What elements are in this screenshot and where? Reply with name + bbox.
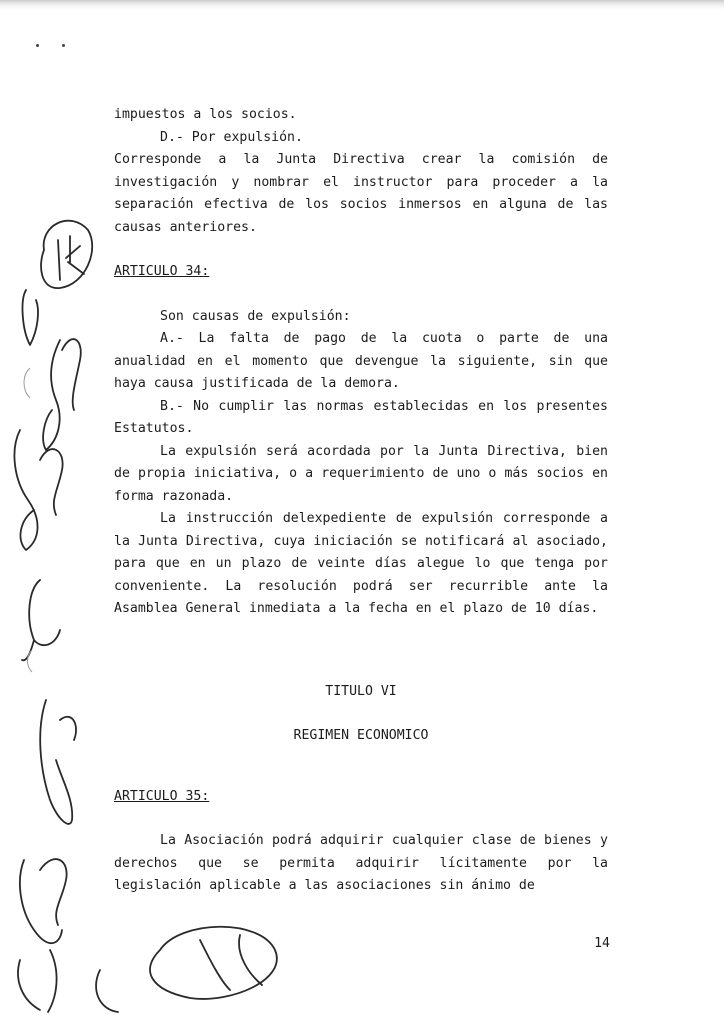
- signature-loop-1: [23, 290, 38, 345]
- signature-long-1: [43, 339, 81, 450]
- signature-large-2: [14, 430, 62, 550]
- paragraph: impuestos a los socios.: [114, 107, 297, 122]
- signature-bottom-oval: [150, 927, 277, 999]
- signature-kt: [41, 221, 92, 288]
- clause-b: B.- No cumplir las normas establecidas en los presentes Estatutos.: [114, 398, 608, 436]
- paragraph: Son causas de expulsión:: [160, 308, 351, 324]
- document-body: [114, 104, 608, 898]
- page-number: 14: [594, 936, 610, 951]
- paragraph: La expulsión será acordada por la Junta Directiva, bien de propia iniciativa, o a requerimiento de uno o más socios en forma razonada.: [114, 443, 608, 504]
- signature-bottom-loop: [96, 970, 118, 1012]
- signature-bottom-2: [18, 950, 57, 1012]
- margin-arc-1: [24, 368, 30, 398]
- section-heading: REGIMEN ECONOMICO: [293, 728, 429, 743]
- clause-a: A.- La falta de pago de la cuota o parte de una anualidad en el momento que devengue la siguiente, sin que haya causa justificada de la demora.: [114, 331, 608, 391]
- margin-arc-2: [28, 650, 33, 672]
- article-heading-34: ARTICULO 34:: [114, 264, 210, 279]
- signature-bottom-1: [20, 859, 67, 943]
- paragraph: La Asociación podrá adquirir cualquier clase de bienes y derechos que se permita adquirir lícitamente por la legislación aplicable a las asociaciones sin ánimo de: [114, 833, 608, 893]
- signature-vertical: [40, 700, 76, 824]
- paragraph: La instrucción delexpediente de expulsión corresponde a la Junta Directiva, cuya iniciación se notificará al asociado, para que en un plazo de veinte días alegue lo que tenga por conveniente. La resolución podrá ser recurrible ante la Asamblea General inmediata a la fecha en el plazo de 10 días.: [114, 511, 608, 616]
- paragraph: Corresponde a la Junta Directiva crear la comisión de investigación y nombrar el instructor para proceder a la separación efectiva de los socios inmersos en alguna de las causas anteriores.: [114, 152, 608, 235]
- clause-d: D.- Por expulsión.: [160, 129, 303, 145]
- title-heading: TITULO VI: [325, 683, 397, 699]
- article-heading-35: ARTICULO 35:: [114, 788, 210, 804]
- signature-loop-3: [22, 580, 60, 660]
